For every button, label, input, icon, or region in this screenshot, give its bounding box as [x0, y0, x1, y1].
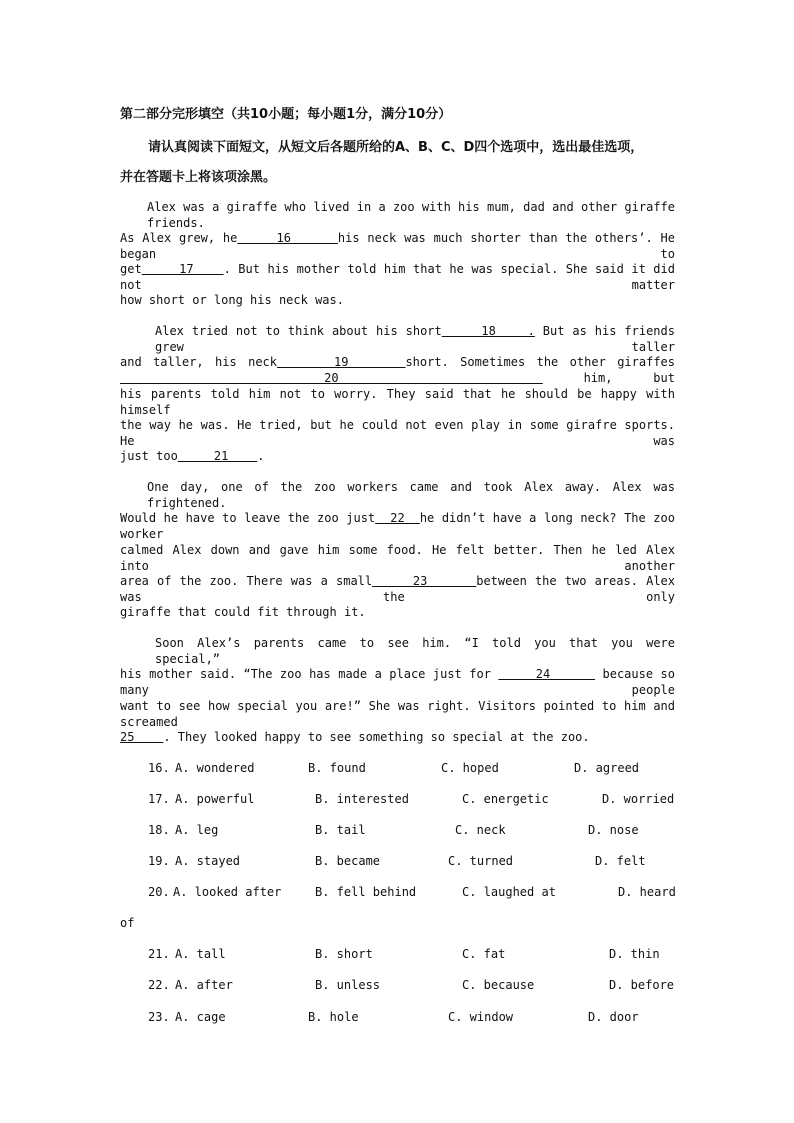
option-b[interactable]: B. became	[315, 854, 381, 868]
passage-line: the way he was. He tried, but he could not even play in some girafre sports. He was	[120, 418, 675, 448]
option-a[interactable]: A. powerful	[175, 792, 255, 806]
passage-line: his parents told him not to worry. They said that he should be happy with himself	[120, 387, 675, 417]
option-b[interactable]: B. unless	[315, 978, 381, 992]
passage-line: calmed Alex down and gave him some food. He felt better. Then he led Alex into another	[120, 543, 675, 573]
blank-22[interactable]: 22	[375, 511, 420, 525]
passage-text: just too	[120, 449, 178, 463]
option-a[interactable]: A. after	[175, 978, 233, 992]
passage-line: want to see how special you are!” She was right. Visitors pointed to him and screamed	[120, 699, 675, 729]
question-number: 20.	[148, 885, 170, 899]
option-b[interactable]: B. tail	[315, 823, 366, 837]
option-c[interactable]: C. turned	[448, 854, 514, 868]
blank-16[interactable]: 16	[237, 231, 338, 245]
passage-line	[120, 261, 675, 293]
question-number: 18.	[148, 823, 170, 837]
passage-line	[120, 729, 675, 745]
option-d-continued: of	[120, 916, 135, 930]
passage-line	[120, 573, 675, 605]
passage-line	[120, 666, 675, 698]
option-d[interactable]: D. heard	[618, 885, 676, 899]
option-d[interactable]: D. felt	[595, 854, 646, 868]
option-d[interactable]: D. nose	[588, 823, 639, 837]
question-number: 22.	[148, 978, 170, 992]
passage-text: But as his friends grew taller	[155, 324, 675, 354]
blank-19[interactable]: 19	[277, 355, 406, 369]
option-b[interactable]: B. short	[315, 947, 373, 961]
instructions-line-1: 请认真阅读下面短文，从短文后各题所给的A、B、C、D四个选项中，选出最佳选项，	[148, 140, 644, 155]
passage-text: his neck was much shorter than the others’. He began to	[120, 231, 676, 261]
passage-text: Alex was a giraffe who lived in a zoo with his mum, dad and other giraffe friends.	[147, 200, 675, 230]
passage-text: short. Sometimes the other giraffes	[405, 355, 675, 369]
blank-18[interactable]: 18 .	[441, 324, 535, 338]
passage-text: . But his mother told him that he was special. She said it did not matter	[120, 262, 675, 292]
passage-text: area of the zoo. There was a small	[120, 574, 373, 588]
option-c[interactable]: C. fat	[462, 947, 506, 961]
passage-line: One day, one of the zoo workers came and took Alex away. Alex was frightened.	[147, 480, 675, 510]
option-d[interactable]: D. worried	[602, 792, 675, 806]
passage-line: how short or long his neck was.	[120, 293, 344, 307]
passage-line	[120, 448, 675, 464]
passage-text: As Alex grew, he	[120, 231, 238, 245]
option-c[interactable]: C. because	[462, 978, 535, 992]
question-number: 16.	[148, 761, 170, 775]
blank-24[interactable]: 24	[498, 667, 596, 681]
passage-text: and taller, his neck	[120, 355, 278, 369]
blank-17[interactable]: 17	[141, 262, 224, 276]
option-a[interactable]: A. wondered	[175, 761, 255, 775]
passage-line: Soon Alex’s parents came to see him. “I told you that you were special,”	[155, 636, 675, 666]
option-b[interactable]: B. fell behind	[315, 885, 417, 899]
passage-line: giraffe that could fit through it.	[120, 605, 366, 619]
option-c[interactable]: C. neck	[455, 823, 506, 837]
option-b[interactable]: B. found	[308, 761, 366, 775]
option-c[interactable]: C. window	[448, 1010, 514, 1024]
option-d[interactable]: D. agreed	[574, 761, 640, 775]
option-d[interactable]: D. thin	[609, 947, 660, 961]
passage-line	[120, 354, 675, 386]
blank-25[interactable]: 25	[120, 730, 164, 744]
passage-text: Would he have to leave the zoo just	[120, 511, 376, 525]
passage-text: . They looked happy to see something so special at the zoo.	[163, 730, 590, 744]
option-a[interactable]: A. leg	[175, 823, 219, 837]
question-number: 21.	[148, 947, 170, 961]
passage-text: him, but	[542, 371, 675, 385]
blank-21[interactable]: 21	[177, 449, 258, 463]
passage-line	[120, 199, 675, 231]
instructions-line-2: 并在答题卡上将该项涂黑。	[120, 170, 277, 185]
passage-text: .	[257, 449, 265, 463]
passage-line	[120, 230, 675, 262]
blank-20[interactable]: 20	[120, 371, 543, 385]
option-c[interactable]: C. hoped	[441, 761, 499, 775]
option-c[interactable]: C. energetic	[462, 792, 549, 806]
passage-text: between the two areas. Alex was the only	[120, 574, 676, 604]
option-d[interactable]: D. before	[609, 978, 675, 992]
option-a[interactable]: A. cage	[175, 1010, 226, 1024]
option-b[interactable]: B. interested	[315, 792, 409, 806]
passage-text: his mother said. “The zoo has made a place just for	[120, 667, 499, 681]
passage-line	[120, 510, 675, 542]
section-title: 第二部分完形填空（共10小题；每小题1分，满分10分）	[120, 107, 452, 122]
passage-text: because so many people	[120, 667, 675, 697]
passage-text: get	[120, 262, 142, 276]
passage-text: he didn’t have a long neck? The zoo worker	[120, 511, 675, 541]
option-b[interactable]: B. hole	[308, 1010, 359, 1024]
option-a[interactable]: A. looked after	[173, 885, 282, 899]
blank-23[interactable]: 23	[372, 574, 477, 588]
question-number: 23.	[148, 1010, 170, 1024]
passage-line	[120, 323, 675, 355]
option-a[interactable]: A. stayed	[175, 854, 241, 868]
question-number: 17.	[148, 792, 170, 806]
option-c[interactable]: C. laughed at	[462, 885, 556, 899]
passage-text: Alex tried not to think about his short	[155, 324, 442, 338]
question-number: 19.	[148, 854, 170, 868]
option-a[interactable]: A. tall	[175, 947, 226, 961]
option-d[interactable]: D. door	[588, 1010, 639, 1024]
